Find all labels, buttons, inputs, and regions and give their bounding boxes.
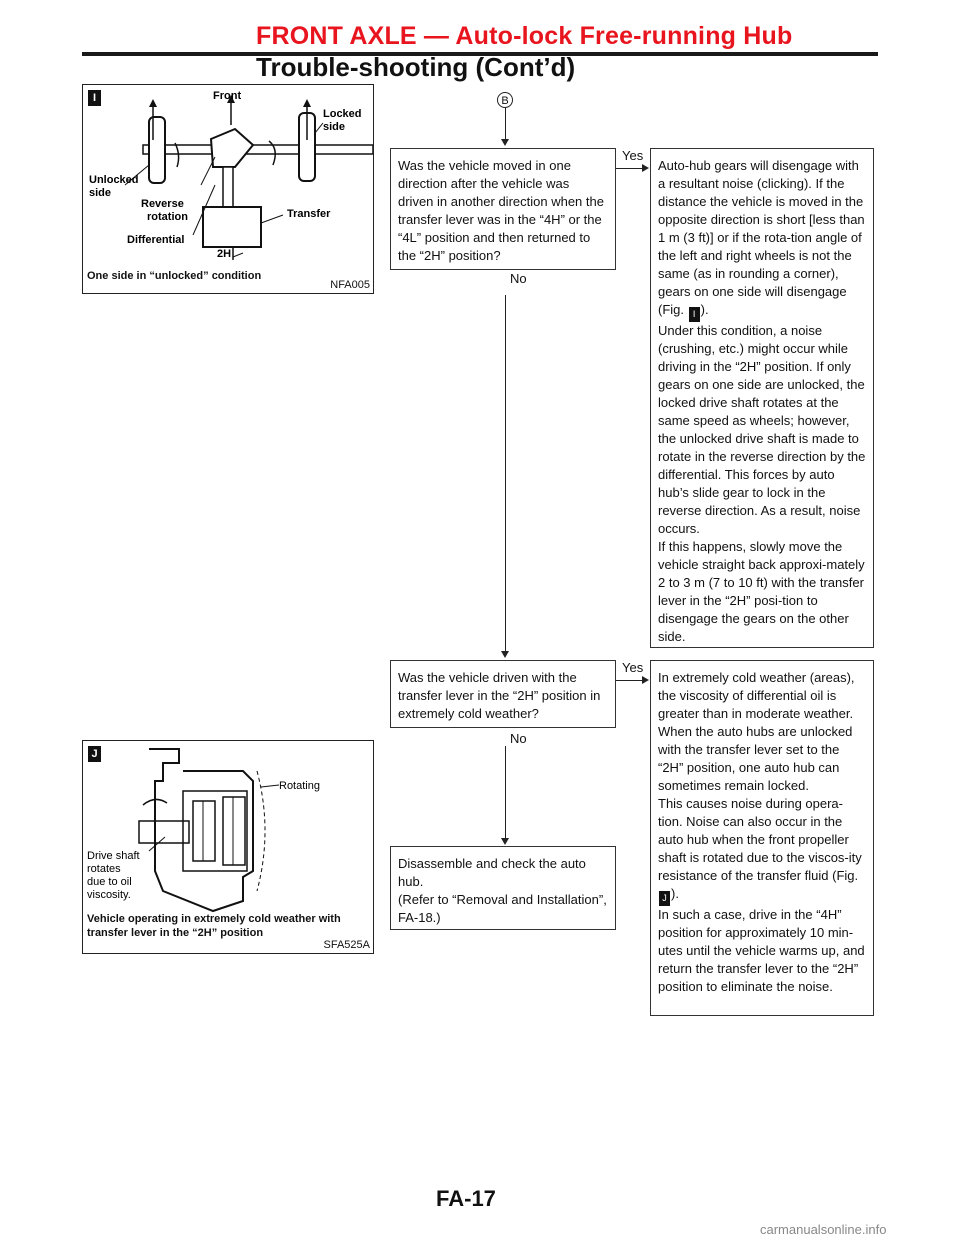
answer-text: If this happens, slowly move the vehicle straight back approxi-mately 2 to 3 m (7 to 10 ft) with the transfer lever in the “2H” posi-tion to disengage the gears on the other side. <box>658 539 865 644</box>
flow-line <box>505 295 506 651</box>
reverse-rotation-label-1: Reverse <box>141 198 184 210</box>
yes-label: Yes <box>622 148 644 163</box>
figure-badge: J <box>88 746 101 762</box>
entry-marker: B <box>497 92 513 108</box>
final-reference: (Refer to “Removal and Installation”, FA-18.) <box>398 892 607 925</box>
2h-label: 2H <box>217 248 232 260</box>
unlocked-side-label-2: side <box>89 187 112 199</box>
page-number: FA-17 <box>436 1186 496 1211</box>
flow-arrow <box>501 139 509 146</box>
answer-text: Under this condition, a noise (crushing, etc.) might occur while driving in the “2H” position. If only gears on one side are unlocked, the locked drive shaft rotates at the same speed as wheels; however, the unlocked drive shaft is made to rotate in the reverse direction by the differential. This forces by auto hub’s slide gear to lock in the reverse direction. As a result, noise occurs. <box>658 323 866 536</box>
axle-diagram <box>83 85 373 293</box>
answer-box-2 <box>650 660 874 1016</box>
flow-arrow <box>642 164 649 172</box>
figure-badge: I <box>88 90 101 106</box>
rotating-label: Rotating <box>279 780 320 792</box>
no-label: No <box>510 271 527 286</box>
figure-caption-line-1: Vehicle operating in extremely cold weather with <box>87 913 341 925</box>
flow-arrow <box>501 651 509 658</box>
drive-shaft-label-4: viscosity. <box>87 889 131 901</box>
locked-side-label-2: side <box>323 121 346 133</box>
answer-text: In extremely cold weather (areas), the viscosity of differential oil is greater than in moderate weather. When the auto hubs are unlocked with the transfer lever set to the “2H” position, one auto hub can sometimes remain locked. <box>658 670 855 793</box>
final-text: Disassemble and check the auto hub. <box>398 856 586 889</box>
yes-label: Yes <box>622 660 644 675</box>
question-box-1 <box>390 148 616 270</box>
unlocked-side-label-1: Unlocked <box>89 174 139 186</box>
drive-shaft-label-3: due to oil <box>87 876 132 888</box>
flow-arrow <box>501 838 509 845</box>
flow-arrow <box>642 676 649 684</box>
question-text: Was the vehicle driven with the transfer lever in the “2H” position in extremely cold weather? <box>398 670 601 721</box>
figure-ref-badge: I <box>689 307 700 322</box>
answer-text: In such a case, drive in the “4H” position for approximately 10 min-utes until the vehicle warms up, and return the transfer lever to the “2H” position to eliminate the noise. <box>658 907 865 994</box>
page-subtitle: Trouble-shooting (Cont’d) <box>256 52 576 82</box>
question-box-2 <box>390 660 616 728</box>
differential-label: Differential <box>127 234 185 246</box>
figure-caption: One side in “unlocked” condition <box>87 270 262 282</box>
flow-line <box>616 680 642 681</box>
watermark: carmanualsonline.info <box>760 1222 887 1237</box>
question-text: Was the vehicle moved in one direction after the vehicle was driven in another direction when the transfer lever was in the “4H” or the “4L” position and then returned to the “2H” position? <box>398 158 604 263</box>
drive-shaft-label-2: rotates <box>87 863 121 875</box>
front-label: Front <box>213 90 242 102</box>
answer-text: Auto-hub gears will disengage with a resultant noise (clicking). If the distance the vehicle is moved in the opposite direction is short [less than 1 m (3 ft)] or if the rota-tion angle of the left and right wheels is not the same (as in rounding a corner), gears on one side will disengage (Fig. I ). <box>658 157 866 322</box>
reverse-rotation-label-2: rotation <box>147 211 188 223</box>
flow-line <box>616 168 642 169</box>
locked-side-label-1: Locked <box>323 108 362 120</box>
transfer-label: Transfer <box>287 208 331 220</box>
figure-caption-line-2: transfer lever in the “2H” position <box>87 927 264 939</box>
figure-cold-weather <box>82 740 374 954</box>
answer-text: This causes noise during opera-tion. Noise can also occur in the auto hub when the front propeller shaft is rotated due to the viscos-ity resistance of the transfer fluid (Fig. J ). <box>658 795 866 906</box>
figure-code: SFA525A <box>323 939 370 951</box>
figure-unlocked-condition <box>82 84 374 294</box>
final-action-box <box>390 846 616 930</box>
flow-line <box>505 108 506 140</box>
figure-ref-badge: J <box>659 891 670 906</box>
figure-code: NFA005 <box>330 279 370 291</box>
section-title: FRONT AXLE — Auto-lock Free-running Hub <box>256 22 793 50</box>
flow-line <box>505 746 506 838</box>
drive-shaft-label-1: Drive shaft <box>87 850 140 862</box>
answer-box-1 <box>650 148 874 648</box>
no-label: No <box>510 731 527 746</box>
